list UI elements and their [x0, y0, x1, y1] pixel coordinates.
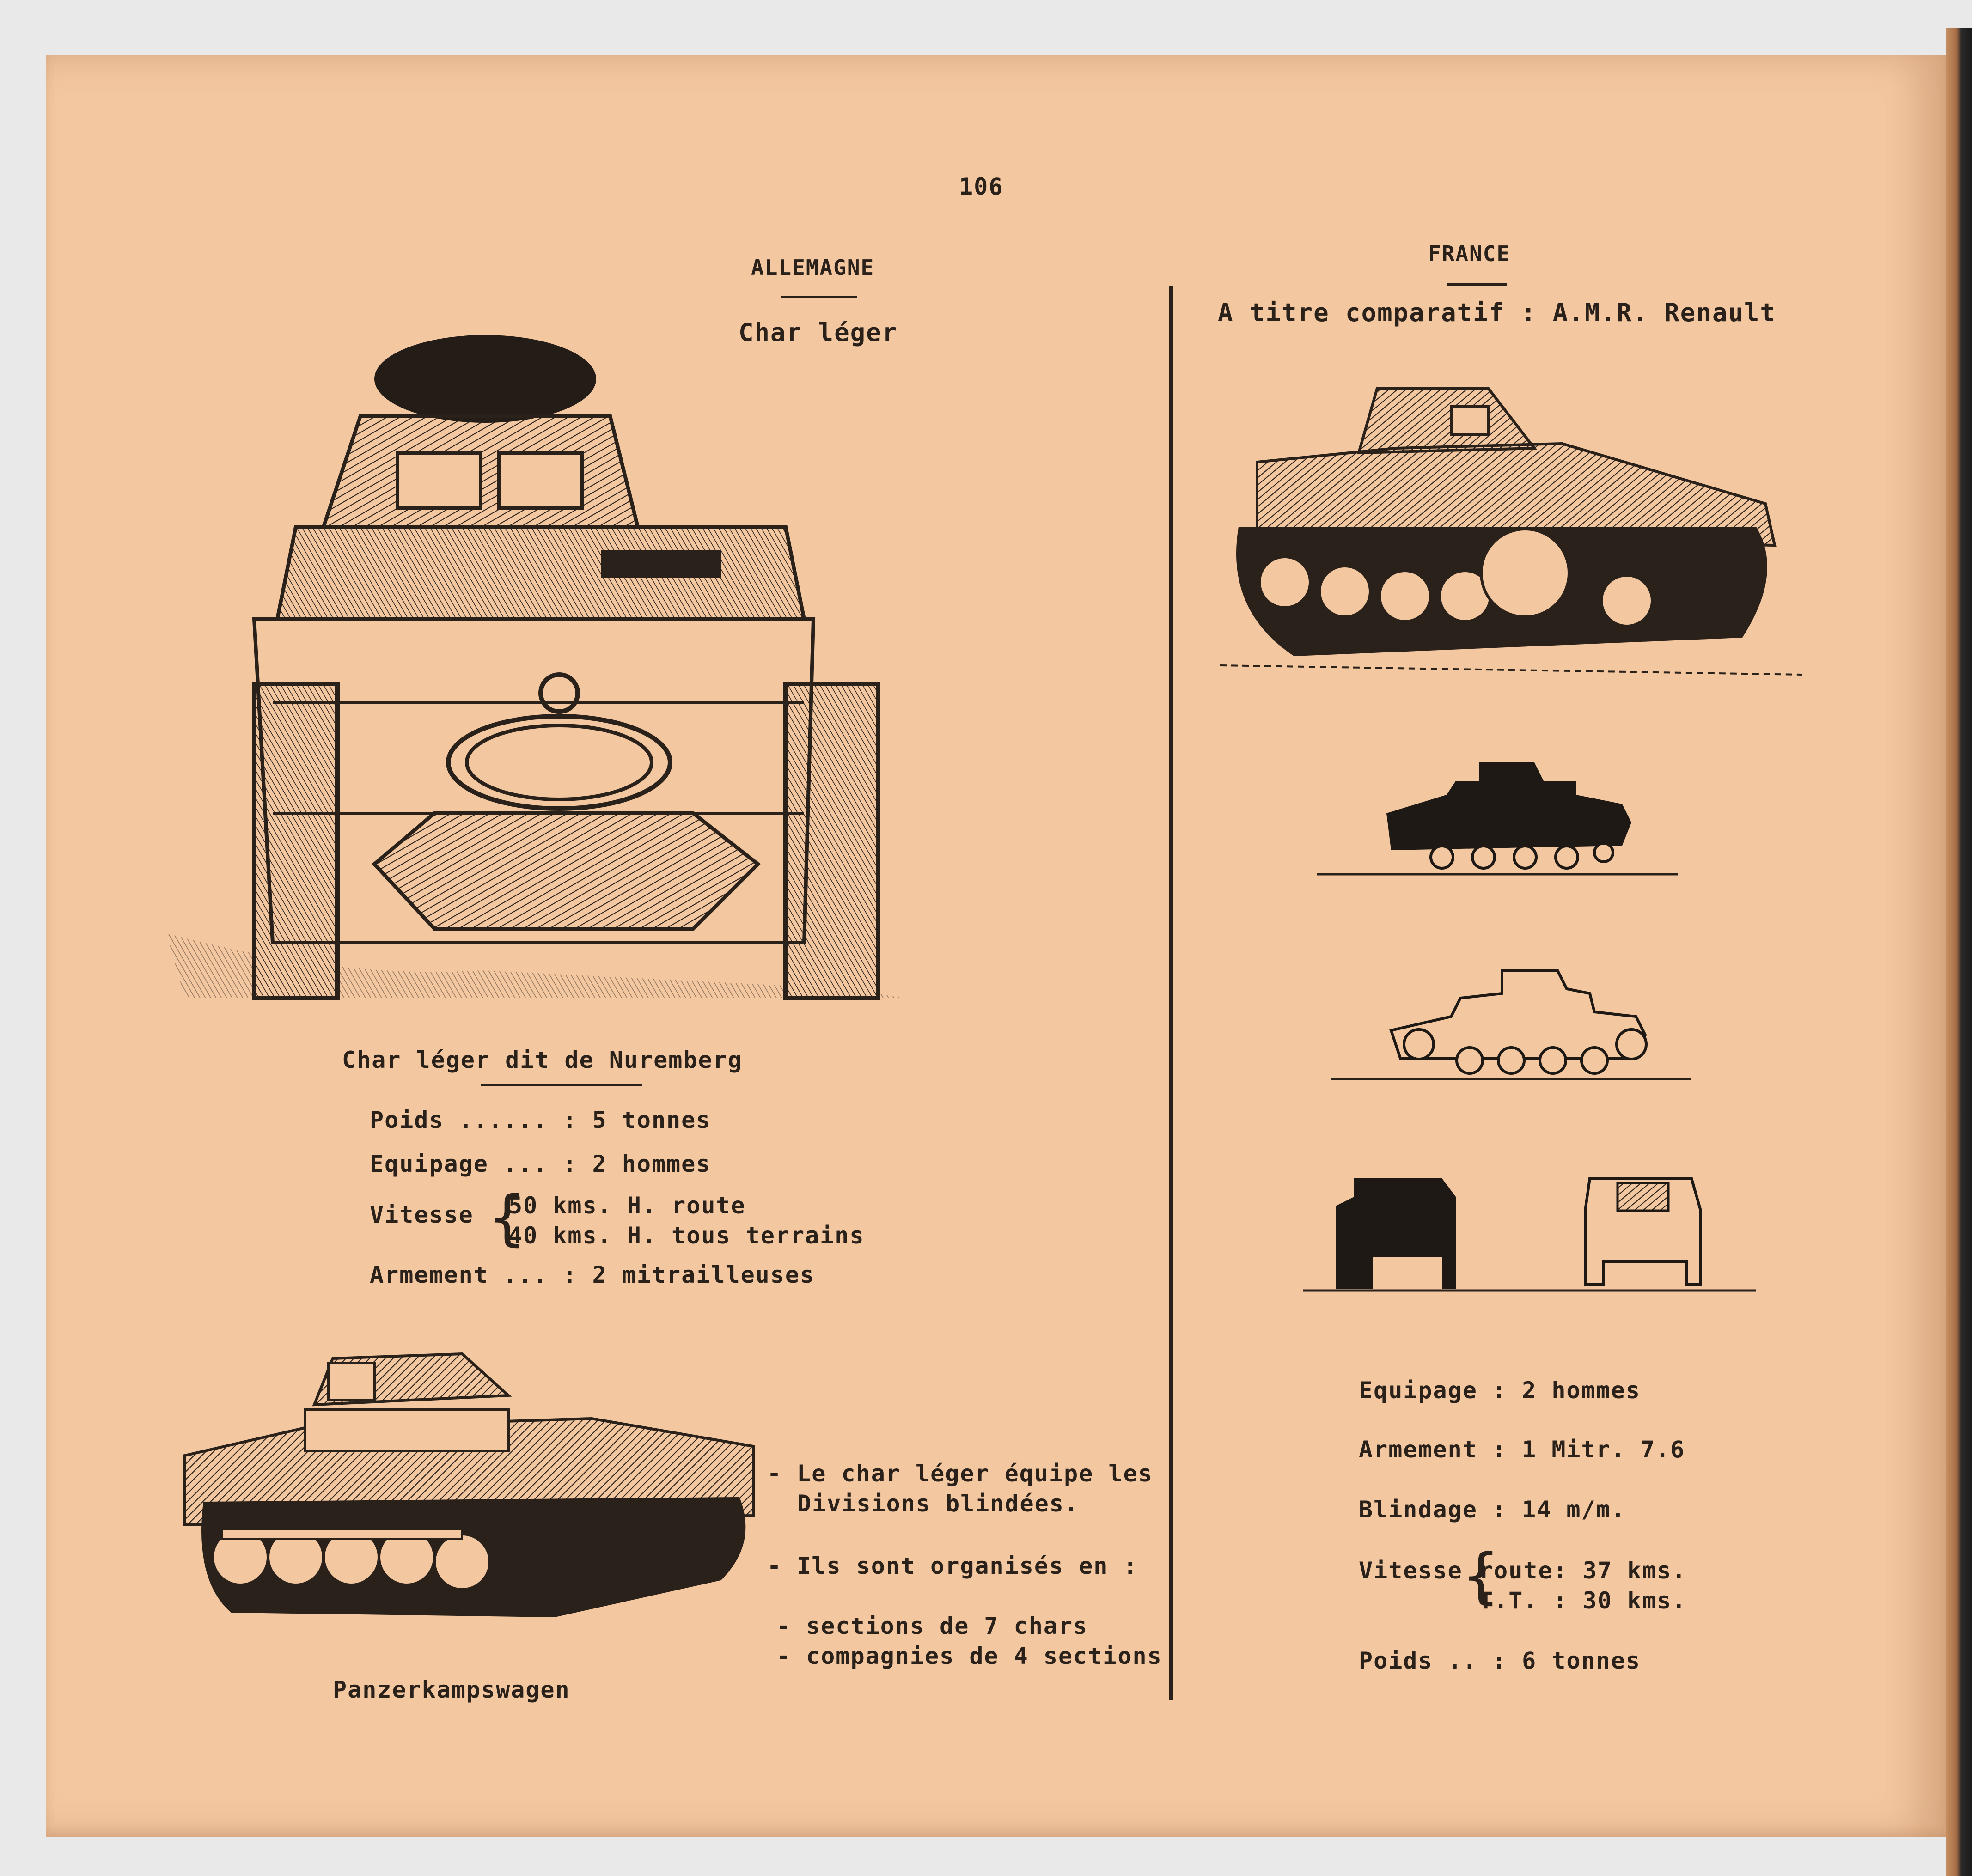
left-vitesse-brace: {	[489, 1182, 525, 1253]
right-spec-blindage: Blindage : 14 m/m.	[1359, 1496, 1626, 1523]
silhouette-side-solid	[1317, 753, 1678, 878]
book-binding	[1946, 28, 1972, 1876]
caption-underline	[481, 1084, 642, 1086]
right-heading-underline	[1447, 283, 1507, 286]
left-spec-vitesse-label: Vitesse	[370, 1201, 474, 1228]
right-vitesse-brace: {	[1463, 1541, 1499, 1611]
left-spec-poids: Poids ...... : 5 tonnes	[370, 1107, 711, 1133]
note-line-1: - Le char léger équipe les	[767, 1460, 1153, 1487]
front-view-caption: Char léger dit de Nuremberg	[342, 1047, 743, 1073]
silhouette-front-views	[1303, 1169, 1756, 1294]
left-subtitle: Char léger	[739, 318, 898, 347]
right-spec-vitesse-2: T.T. : 30 kms.	[1479, 1587, 1687, 1614]
left-spec-armement: Armement ... : 2 mitrailleuses	[370, 1261, 815, 1288]
left-spec-vitesse-1: 50 kms. H. route	[508, 1192, 746, 1219]
silhouette-side-outline	[1331, 961, 1691, 1086]
column-divider	[1169, 286, 1173, 1700]
right-spec-armement: Armement : 1 Mitr. 7.6	[1359, 1436, 1685, 1463]
right-spec-equipage: Equipage : 2 hommes	[1359, 1377, 1641, 1404]
panzerkampfwagen-illustration	[176, 1340, 776, 1645]
panzerkampswagen-caption: Panzerkampswagen	[333, 1676, 570, 1703]
right-spec-vitesse-label: Vitesse	[1359, 1557, 1463, 1584]
right-spec-poids: Poids .. : 6 tonnes	[1359, 1647, 1641, 1674]
amr-renault-illustration	[1211, 379, 1812, 684]
right-subtitle: A titre comparatif : A.M.R. Renault	[1218, 298, 1776, 327]
note-line-2: Divisions blindées.	[797, 1490, 1079, 1517]
right-country-heading: FRANCE	[1428, 241, 1511, 266]
note-line-3: - Ils sont organisés en :	[767, 1553, 1138, 1579]
note-line-4: - sections de 7 chars	[776, 1613, 1088, 1639]
note-line-5: - compagnies de 4 sections	[776, 1643, 1162, 1669]
right-spec-vitesse-1: route: 37 kms.	[1479, 1557, 1687, 1584]
front-view-light-tank-illustration	[157, 333, 934, 1026]
left-country-heading: ALLEMAGNE	[751, 255, 875, 280]
left-spec-vitesse-2: 40 kms. H. tous terrains	[508, 1222, 865, 1249]
left-heading-underline	[781, 296, 857, 298]
page-number: 106	[959, 173, 1004, 200]
left-spec-equipage: Equipage ... : 2 hommes	[370, 1151, 711, 1177]
